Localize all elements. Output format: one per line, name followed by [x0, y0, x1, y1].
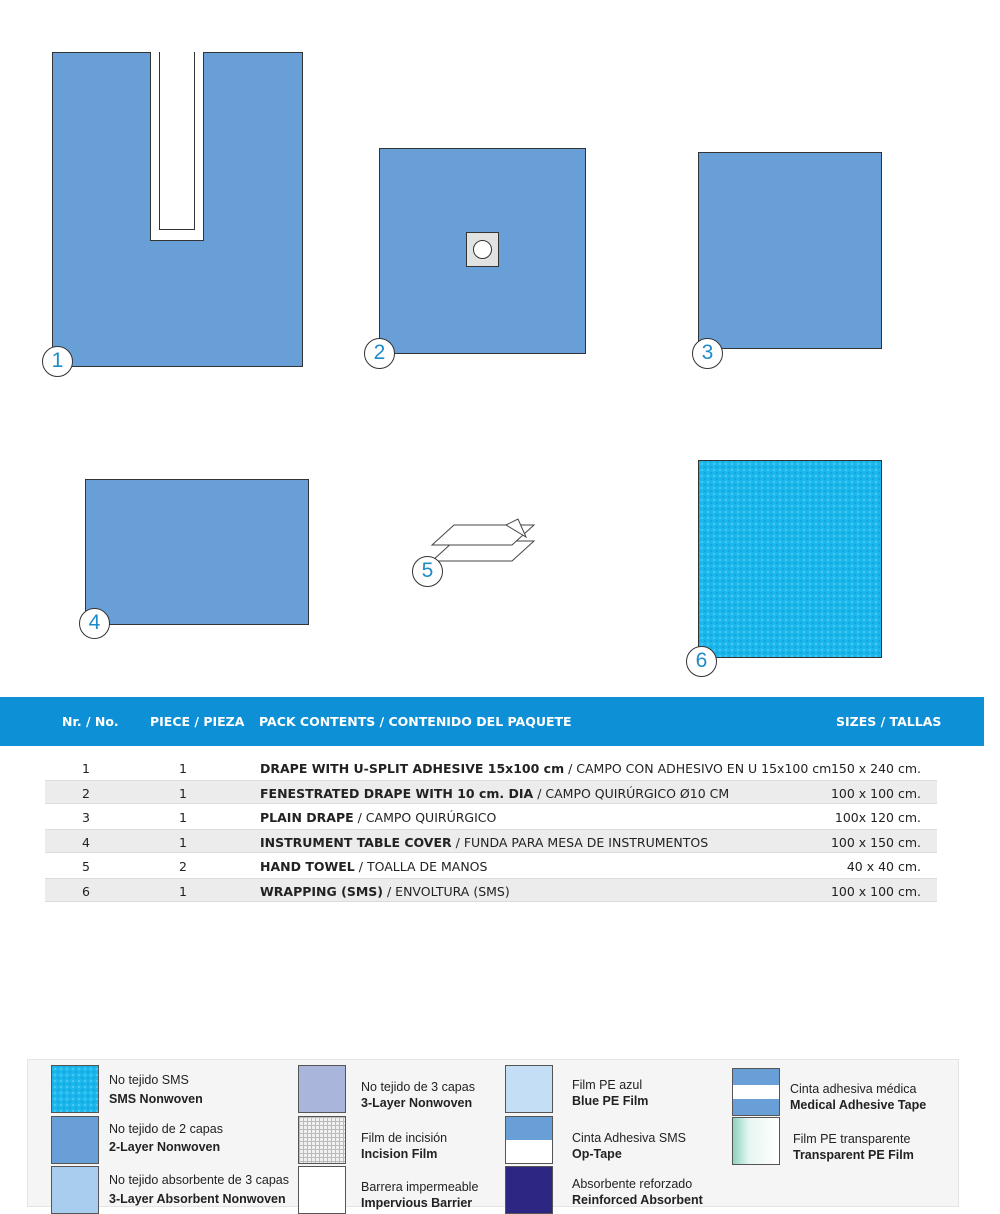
row-nr: 5 — [82, 859, 90, 874]
legend-label-impervious-barrier: Barrera impermeable Impervious Barrier — [361, 1180, 479, 1210]
row-description — [260, 761, 831, 776]
row-name-en: INSTRUMENT TABLE COVER — [260, 835, 452, 850]
table-row — [45, 829, 937, 853]
fenestration-adhesive — [466, 232, 499, 267]
legend-label-sms: No tejido SMS SMS Nonwoven — [109, 1073, 203, 1106]
row-size: 40 x 40 cm. — [846, 859, 921, 874]
table-row — [45, 780, 937, 804]
row-name-es: / FUNDA PARA MESA DE INSTRUMENTOS — [451, 835, 709, 850]
instrument-table-cover — [85, 479, 309, 625]
row-name-es: / TOALLA DE MANOS — [354, 859, 488, 874]
row-nr: 2 — [82, 786, 90, 801]
legend-swatch-op-tape — [505, 1116, 553, 1164]
legend-label-2-layer: No tejido de 2 capas 2-Layer Nonwoven — [109, 1122, 223, 1154]
figure-number-3: 3 — [692, 338, 723, 369]
legend-label-3-layer-absorbent: No tejido absorbente de 3 capas 3-Layer Absorbent Nonwoven — [109, 1173, 289, 1206]
row-description — [260, 786, 729, 801]
header-contents: PACK CONTENTS / CONTENIDO DEL PAQUETE — [259, 714, 572, 729]
row-name-es: / ENVOLTURA (SMS) — [383, 884, 510, 899]
header-sizes: SIZES / TALLAS — [836, 714, 942, 729]
row-name-en: PLAIN DRAPE — [260, 810, 354, 825]
row-name-es: / CAMPO QUIRÚRGICO Ø10 CM — [533, 786, 730, 801]
row-description — [260, 884, 510, 899]
legend-swatch-blue-pe-film — [505, 1065, 553, 1113]
row-nr: 1 — [82, 761, 90, 776]
row-nr: 3 — [82, 810, 90, 825]
legend-swatch-3-layer — [298, 1065, 346, 1113]
legend-label-3-layer: No tejido de 3 capas 3-Layer Nonwoven — [361, 1080, 475, 1110]
u-split-adhesive — [159, 52, 195, 230]
row-piece: 1 — [179, 810, 187, 825]
row-nr: 6 — [82, 884, 90, 899]
row-description — [260, 859, 487, 874]
u-split-drape — [52, 52, 303, 367]
plain-drape — [698, 152, 882, 349]
row-piece: 1 — [179, 786, 187, 801]
row-name-en: FENESTRATED DRAPE WITH 10 cm. DIA — [260, 786, 534, 801]
row-piece: 1 — [179, 884, 187, 899]
u-split-cutout — [150, 52, 204, 241]
table-row — [45, 805, 937, 829]
header-piece: PIECE / PIEZA — [150, 714, 245, 729]
table-row — [45, 878, 937, 902]
row-size: 150 x 240 cm. — [830, 761, 921, 776]
legend-swatch-transparent-pe-film — [732, 1117, 780, 1165]
sms-wrapping — [698, 460, 882, 658]
legend-label-medical-adhesive-tape: Cinta adhesiva médica Medical Adhesive Tape — [790, 1082, 927, 1112]
row-description — [260, 835, 708, 850]
table-row — [45, 756, 937, 780]
row-name-en: WRAPPING (SMS) — [260, 884, 384, 899]
row-piece: 2 — [179, 859, 187, 874]
figure-number-5: 5 — [412, 556, 443, 587]
row-size: 100 x 100 cm. — [830, 884, 921, 899]
row-name-en: DRAPE WITH U-SPLIT ADHESIVE 15x100 cm — [260, 761, 565, 776]
legend-swatch-sms — [51, 1065, 99, 1113]
row-name-es: / CAMPO CON ADHESIVO EN U 15x100 cm — [564, 761, 832, 776]
fenestration-hole — [473, 240, 492, 259]
table-header — [0, 697, 984, 746]
legend-swatch-incision-film — [298, 1116, 346, 1164]
legend-label-transparent-pe-film: Film PE transparente Transparent PE Film — [793, 1132, 914, 1162]
material-legend — [27, 1059, 959, 1210]
row-nr: 4 — [82, 835, 90, 850]
legend-label-blue-pe-film: Film PE azul Blue PE Film — [572, 1078, 649, 1108]
fenestrated-drape — [379, 148, 586, 354]
figure-number-2: 2 — [364, 338, 395, 369]
legend-label-op-tape: Cinta Adhesiva SMS Op-Tape — [572, 1131, 686, 1161]
figure-number-6: 6 — [686, 646, 717, 677]
row-size: 100x 120 cm. — [834, 810, 921, 825]
header-nr: Nr. / No. — [62, 714, 119, 729]
row-name-en: HAND TOWEL — [260, 859, 355, 874]
table-row — [45, 854, 937, 878]
row-piece: 1 — [179, 835, 187, 850]
row-size: 100 x 100 cm. — [830, 786, 921, 801]
legend-swatch-2-layer — [51, 1116, 99, 1164]
row-name-es: / CAMPO QUIRÚRGICO — [353, 810, 497, 825]
row-size: 100 x 150 cm. — [830, 835, 921, 850]
legend-swatch-medical-adhesive-tape — [732, 1068, 780, 1116]
figure-number-1: 1 — [42, 346, 73, 377]
legend-label-reinforced-absorbent: Absorbente reforzado Reinforced Absorbent — [572, 1177, 703, 1207]
row-piece: 1 — [179, 761, 187, 776]
figure-number-4: 4 — [79, 608, 110, 639]
legend-label-incision-film: Film de incisión Incision Film — [361, 1131, 448, 1161]
row-description — [260, 810, 496, 825]
